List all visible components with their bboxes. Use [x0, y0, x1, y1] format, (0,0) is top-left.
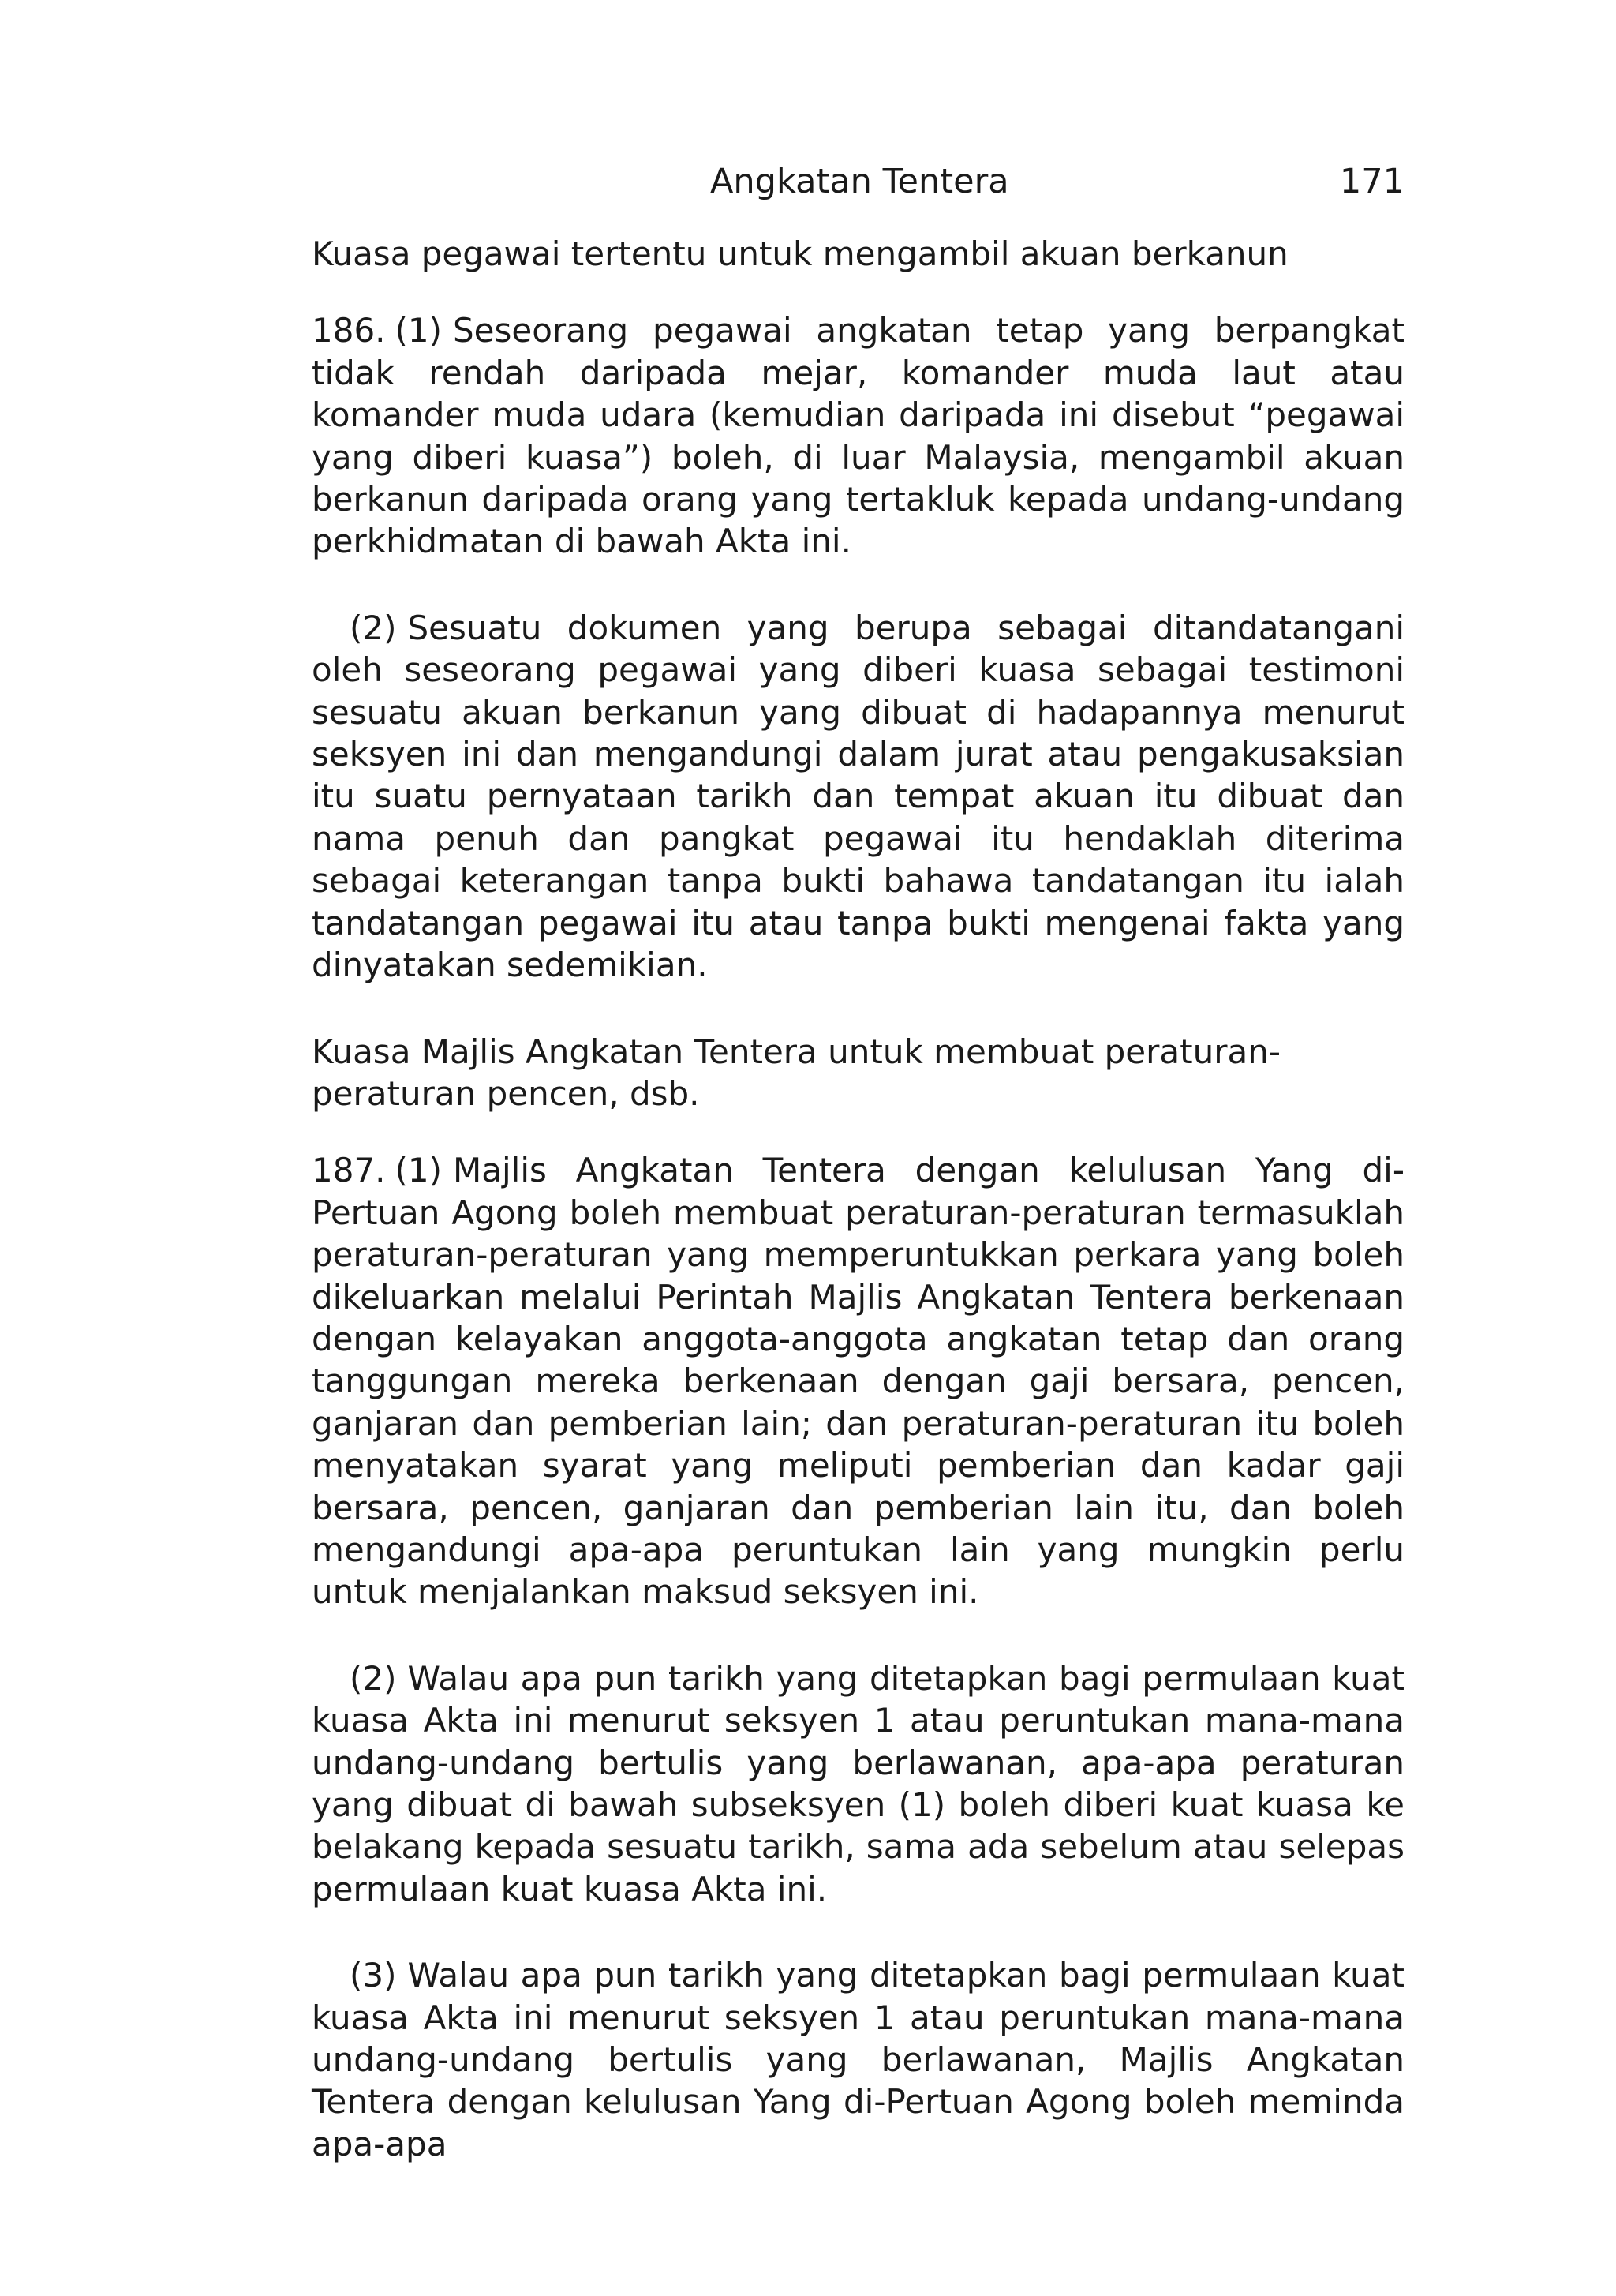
- section-187-subsection-2: [312, 1657, 1405, 1910]
- subsection-label: (1): [395, 1151, 443, 1190]
- running-title: Angkatan Tentera: [710, 162, 1009, 201]
- document-body: [312, 233, 1405, 2209]
- subsection-label: (2): [350, 1658, 397, 1698]
- section-187-heading: Kuasa Majlis Angkatan Tentera untuk membuat peraturan-peraturan pencen, dsb.: [312, 1032, 1281, 1113]
- subsection-text: Walau apa pun tarikh yang ditetapkan bagi permulaan kuat kuasa Akta ini menurut seksyen 1 atau peruntukan mana-mana undang-undang bertulis yang berlawanan, Majlis Angkatan Tentera dengan kelulusan Yang di-Pertuan Agong boleh meminda apa-apa: [312, 1956, 1405, 2163]
- section-187-number: 187.: [312, 1151, 386, 1190]
- section-186-heading: Kuasa pegawai tertentu untuk mengambil akuan berkanun: [312, 234, 1289, 273]
- section-186-subsection-1: [312, 309, 1405, 562]
- subsection-label: (2): [350, 608, 397, 647]
- subsection-label: (3): [350, 1956, 397, 1995]
- section-186-number: 186.: [312, 311, 386, 350]
- section-186-subsection-2: [312, 607, 1405, 987]
- subsection-label: (1): [395, 311, 443, 350]
- page-number: 171: [1339, 162, 1405, 201]
- subsection-text: Sesuatu dokumen yang berupa sebagai ditandatangani oleh seseorang pegawai yang diberi kuasa sebagai testimoni sesuatu akuan berkanun yang dibuat di hadapannya menurut seksyen ini dan mengandungi dalam jurat atau pengakusaksian itu suatu pernyataan tarikh dan tempat akuan itu dibuat dan nama penuh dan pangkat pegawai itu hendaklah diterima sebagai keterangan tanpa bukti bahawa tandatangan itu ialah tandatangan pegawai itu atau tanpa bukti mengenai fakta yang dinyatakan sedemikian.: [312, 608, 1405, 985]
- running-header: [312, 158, 1405, 205]
- subsection-text: Walau apa pun tarikh yang ditetapkan bagi permulaan kuat kuasa Akta ini menurut seksyen 1 atau peruntukan mana-mana undang-undang bertulis yang berlawanan, apa-apa peraturan yang dibuat di bawah subseksyen (1) boleh diberi kuat kuasa ke belakang kepada sesuatu tarikh, sama ada sebelum atau selepas permulaan kuat kuasa Akta ini.: [312, 1658, 1405, 1908]
- section-187-subsection-3: [312, 1954, 1405, 2165]
- subsection-text: Majlis Angkatan Tentera dengan kelulusan Yang di-Pertuan Agong boleh membuat peraturan-peraturan termasuklah peraturan-peraturan yang memperuntukkan perkara yang boleh dikeluarkan melalui Perintah Majlis Angkatan Tentera berkenaan dengan kelayakan anggota-anggota angkatan tetap dan orang tanggungan mereka berkenaan dengan gaji bersara, pencen, ganjaran dan pemberian lain; dan peraturan-peraturan itu boleh menyatakan syarat yang meliputi pemberian dan kadar gaji bersara, pencen, ganjaran dan pemberian lain itu, dan boleh mengandungi apa-apa peruntukan lain yang mungkin perlu untuk menjalankan maksud seksyen ini.: [312, 1151, 1405, 1612]
- section-187-subsection-1: [312, 1149, 1405, 1612]
- subsection-text: Seseorang pegawai angkatan tetap yang berpangkat tidak rendah daripada mejar, komander muda laut atau komander muda udara (kemudian daripada ini disebut “pegawai yang diberi kuasa”) boleh, di luar Malaysia, mengambil akuan berkanun daripada orang yang tertakluk kepada undang-undang perkhidmatan di bawah Akta ini.: [312, 311, 1405, 561]
